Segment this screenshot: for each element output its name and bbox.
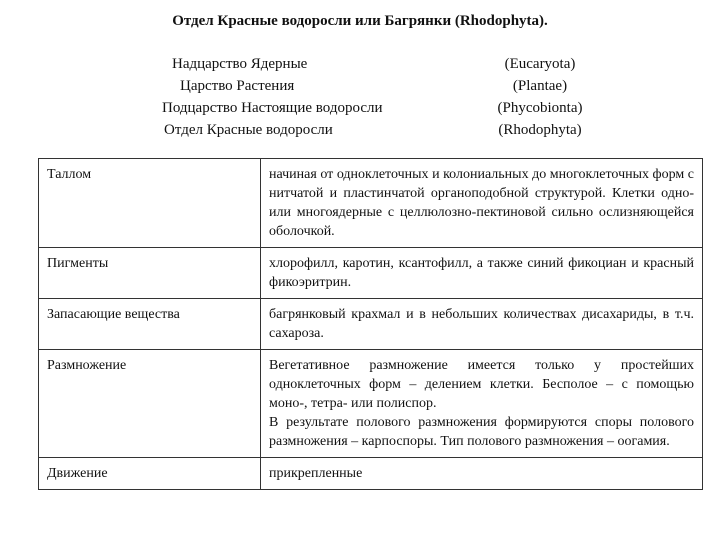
taxonomy-latin-kingdom: (Plantae) bbox=[512, 78, 568, 94]
row-label: Пигменты bbox=[39, 248, 261, 299]
row-value-text: начиная от одноклеточных и колониальных до многоклеточных форм с нитчатой и пластинчатой органоподобной структурой. Клетки одно- или многоядерные с целлюлозно-пектиновой сильно ослизняющейся оболочкой. bbox=[269, 167, 694, 239]
row-value-text: хлорофилл, каротин, ксантофилл, а также синий фикоциан и красный фикоэритрин. bbox=[269, 256, 694, 290]
table-row-storage bbox=[39, 299, 703, 350]
taxonomy-latin-subkingdom: (Phycobionta) bbox=[497, 100, 583, 116]
row-value-text: прикрепленные bbox=[269, 466, 363, 481]
table-row-reproduction bbox=[39, 350, 703, 458]
table-row-pigments bbox=[39, 248, 703, 299]
row-label: Движение bbox=[39, 458, 261, 490]
row-value bbox=[261, 248, 703, 299]
taxonomy-rank-division: Отдел Красные водоросли bbox=[164, 122, 333, 138]
taxonomy-latin-division: (Rhodophyta) bbox=[498, 122, 582, 138]
taxonomy-rank-kingdom: Царство Растения bbox=[180, 78, 295, 94]
row-label: Таллом bbox=[39, 159, 261, 248]
row-value bbox=[261, 458, 703, 490]
row-value bbox=[261, 299, 703, 350]
row-value-text: В результате полового размножения формируются споры полового размножения – карпоспоры. Тип полового размножения – оогамия. bbox=[269, 415, 694, 449]
row-value-text: Вегетативное размножение имеется только у простейших одноклеточных форм – делением клетки. Бесполое – с помощью моно-, тетра- или полиспор. bbox=[269, 358, 694, 411]
row-value bbox=[261, 159, 703, 248]
row-value bbox=[261, 350, 703, 458]
taxonomy-rank-superkingdom: Надцарство Ядерные bbox=[172, 56, 308, 72]
table-row-thallus bbox=[39, 159, 703, 248]
document-title: Отдел Красные водоросли или Багрянки (Rhodophyta). bbox=[172, 13, 548, 29]
taxonomy-rank-subkingdom: Подцарство Настоящие водоросли bbox=[162, 100, 383, 116]
row-label: Размножение bbox=[39, 350, 261, 458]
properties-table bbox=[38, 158, 703, 490]
taxonomy-latin-superkingdom: (Eucaryota) bbox=[504, 56, 576, 72]
row-label: Запасающие вещества bbox=[39, 299, 261, 350]
row-value-text: багрянковый крахмал и в небольших количествах дисахариды, в т.ч. сахароза. bbox=[269, 307, 694, 341]
table-row-movement bbox=[39, 458, 703, 490]
